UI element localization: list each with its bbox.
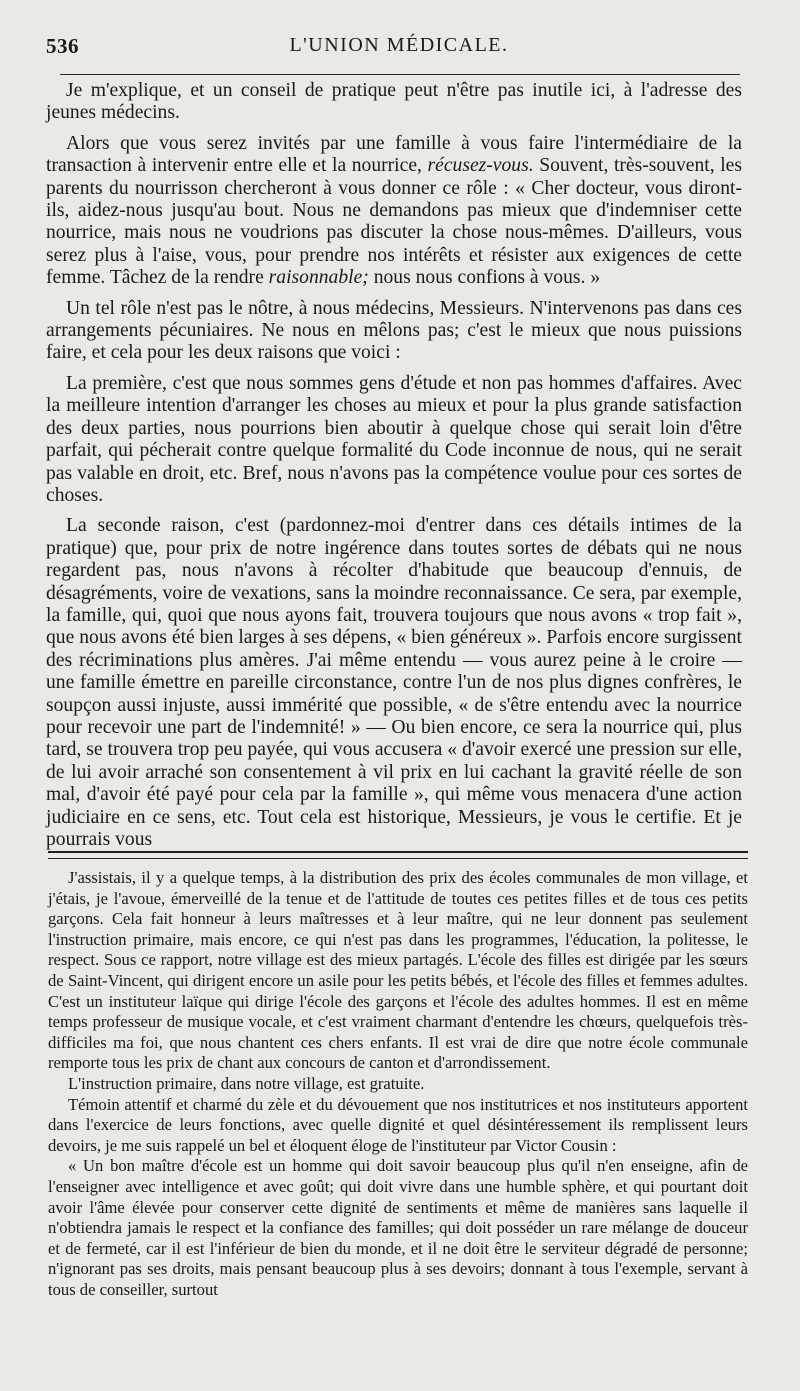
paragraph: J'assistais, il y a quelque temps, à la distribution des prix des écoles communales de mon village, et j'étais, je l'avoue, émerveillé de la tenue et de l'attitude de toutes ces petites filles et de tous ces petits garçons. Cela fait honneur à leurs maîtresses et à leur maître, qui ne leur donnent pas seulement l'instruction primaire, mais encore, ce qui n'est pas dans les programmes, l'éducation, la politesse, le respect. Sous ce rapport, notre village est des mieux partagés. L'école des filles est dirigée par les sœurs de Saint-Vincent, qui dirigent encore un asile pour les petits bébés, et l'école des filles et femmes adultes. C'est un instituteur laïque qui dirige l'école des garçons et l'école des adultes hommes. Il est en même temps professeur de musique vocale, et c'est vraiment charmant d'entendre les chœurs, quelquefois très-difficiles ma foi, que nous chantent ces chers enfants. Il est vrai de dire que notre école communale remporte tous les prix de chant aux concours de canton et d'arrondissement. — [48, 868, 748, 1073]
text-run: Alors que vous serez invités par une famille à vous faire l'intermédiaire de la transaction à intervenir entre elle et la nourrice, — [46, 132, 742, 177]
main-text — [46, 80, 742, 859]
page-number: 536 — [46, 34, 79, 58]
paragraph: Témoin attentif et charmé du zèle et du dévouement que nos institutrices et nos instituteurs apportent dans l'exercice de leurs fonctions, avec quelle dignité et quel désintéressement ils remplissent leurs devoirs, je me suis rappelé un bel et éloquent éloge de l'instituteur par Victor Cousin : — [48, 1094, 748, 1155]
paragraph: Je m'explique, et un conseil de pratique peut n'être pas inutile ici, à l'adresse des jeunes médecins. — [46, 80, 742, 124]
running-head: L'UNION MÉDICALE. — [289, 34, 509, 56]
text-run: Souvent, très-souvent, les parents du nourrisson chercheront à vous donner ce rôle : « Cher docteur, vous diront-ils, aidez-nous jusqu'au bout. Nous ne demandons pas mieux que d'indemniser cette nourrice, mais nous ne voudrions pas discuter la chose nous-mêmes. D'ailleurs, vous serez plus à l'aise, vous, pour prendre nos intérêts et résister aux exigences de cette femme. Tâchez de la rendre — [46, 155, 742, 289]
feuilleton-text — [48, 868, 748, 1300]
paragraph: La première, c'est que nous sommes gens d'étude et non pas hommes d'affaires. Avec la meilleure intention d'arranger les choses au mieux et pour la plus grande satisfaction des deux parties, nous pourrions bien aboutir à quelque chose qui serait loin d'être parfait, qui pécherait contre quelque formalité du Code inconnue de nous, qui ne serait pas valable en droit, etc. Bref, nous n'avons pas la compétence voulue pour ces sortes de choses. — [46, 372, 742, 506]
paragraph: La seconde raison, c'est (pardonnez-moi d'entrer dans ces détails intimes de la pratique) que, pour prix de notre ingérence dans toutes sortes de débats qui ne nous regardent pas, nous n'avons à récolter d'habitude que beaucoup d'ennuis, de désagréments, voire de vexations, sans la moindre reconnaissance. Ce sera, par exemple, la famille, qui, quoi que nous ayons fait, trouvera toujours que nous avons « trop fait », que nous avons été bien larges à ses dépens, « bien généreux ». Parfois encore surgissent des récriminations plus amères. J'ai même entendu — vous aurez peine à le croire — une famille émettre en pareille circonstance, contre l'un de nos plus dignes confrères, le soupçon aussi injuste, aussi immérité que possible, « de s'être entendu avec la nourrice pour recevoir une part de l'indemnité! » — Ou bien encore, ce sera la nourrice qui, plus tard, se trouvera trop peu payée, qui vous accusera « d'avoir exercé une pression sur elle, de lui avoir arraché son consentement à vil prix en lui cachant la gravité réelle de son mal, d'avoir été payé pour cela par la famille », qui même vous menacera d'une action judiciaire en ce sens, etc. Tout cela est historique, Messieurs, je vous le certifie. Et je pourrais vous — [46, 515, 742, 850]
emphasis: récusez-vous. — [427, 155, 534, 177]
header-rule — [60, 74, 740, 75]
emphasis: raisonnable; — [268, 267, 369, 289]
paragraph: « Un bon maître d'école est un homme qui doit savoir beaucoup plus qu'il n'en enseigne, afin de l'enseigner avec intelligence et avec goût; qui doit vivre dans une humble sphère, et qui pourtant doit avoir l'âme élevée pour conserver cette dignité de sentiments et même de manières sans laquelle il n'obtiendra jamais le respect et la confiance des familles; qui doit posséder un rare mélange de douceur et de fermeté, car il est l'inférieur de bien du monde, et il ne doit être le serviteur dégradé de personne; n'ignorant pas ses droits, mais pensant beaucoup plus à ses devoirs; donnant à tous l'exemple, servant à tous de conseiller, surtout — [48, 1156, 748, 1299]
paragraph: Un tel rôle n'est pas le nôtre, à nous médecins, Messieurs. N'intervenons pas dans ces arrangements pécuniaires. Ne nous en mêlons pas; c'est le mieux que nous puissions faire, et cela pour les deux raisons que voici : — [46, 297, 742, 364]
paragraph — [46, 133, 742, 290]
text-run: nous nous confions à vous. » — [368, 267, 601, 289]
paragraph: L'instruction primaire, dans notre village, est gratuite. — [68, 1073, 425, 1093]
feuilleton-separator — [48, 851, 748, 859]
page-header — [46, 30, 752, 64]
